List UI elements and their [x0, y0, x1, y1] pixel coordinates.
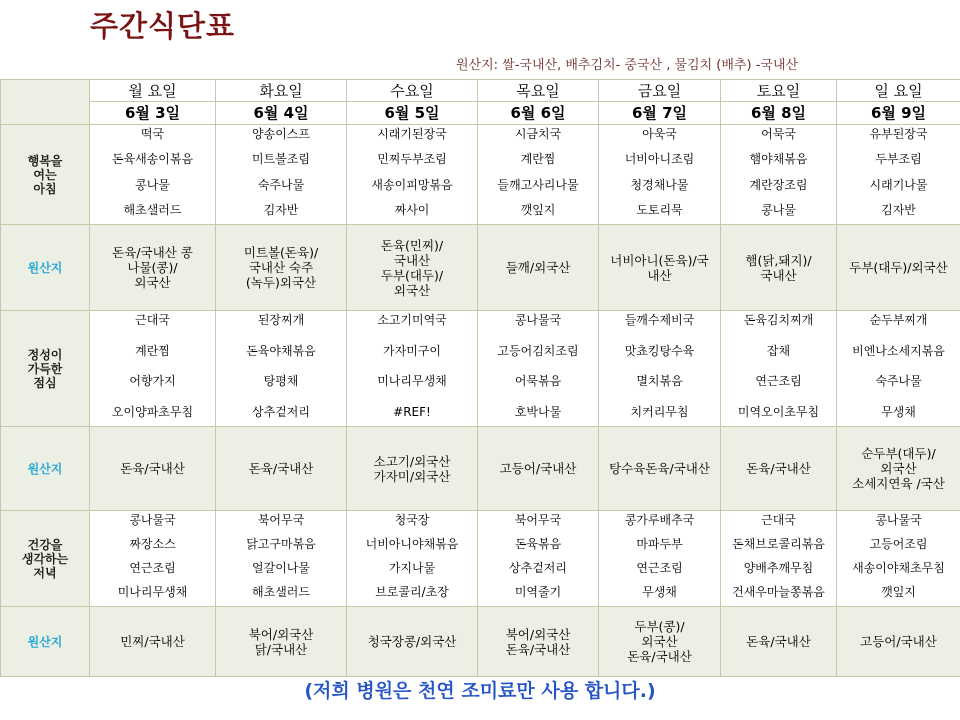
menu-item: 상추겉저리 — [252, 404, 310, 419]
dinner-origin-cell — [837, 607, 960, 677]
date-header: 6월 8일 — [721, 102, 837, 125]
menu-item: 소고기미역국 — [377, 313, 447, 327]
date-header-row — [1, 102, 960, 125]
lunch-origin-row — [1, 427, 960, 511]
menu-item: 얼갈이나물 — [252, 561, 310, 575]
origin-text: 돈육/국내산 콩 나물(콩)/ 외국산 — [112, 245, 193, 290]
menu-item: #REF! — [393, 404, 431, 419]
menu-item: 들깨고사리나물 — [497, 177, 579, 192]
lunch-origin-cell — [347, 427, 478, 511]
breakfast-origin-cell — [216, 225, 347, 311]
lunch-menu-cell — [216, 311, 347, 427]
breakfast-origin-cell — [837, 225, 960, 311]
day-header: 화요일 — [216, 80, 347, 102]
lunch-menu-cell — [721, 311, 837, 427]
menu-item: 치커리무침 — [630, 404, 689, 419]
dinner-label: 건강을 생각하는 저녁 — [1, 511, 90, 607]
date-header: 6월 4일 — [216, 102, 347, 125]
menu-item: 너비아니야채볶음 — [365, 537, 459, 551]
menu-item: 연근조림 — [636, 561, 683, 575]
menu-item: 떡국 — [140, 127, 165, 141]
lunch-menu-cell — [90, 311, 216, 427]
menu-item: 탕평채 — [263, 374, 299, 389]
breakfast-row — [1, 125, 960, 225]
dinner-menu-cell — [216, 511, 347, 607]
menu-item: 계란찜 — [135, 343, 170, 358]
menu-item: 아욱국 — [642, 127, 677, 141]
menu-item: 해초샐러드 — [123, 202, 182, 217]
lunch-origin-cell — [599, 427, 721, 511]
origin-text: 고등어/국내산 — [499, 461, 577, 476]
lunch-origin-cell — [216, 427, 347, 511]
menu-item: 들깨수제비국 — [624, 313, 695, 327]
menu-item: 된장찌개 — [257, 313, 305, 327]
dinner-origin-cell — [347, 607, 478, 677]
origin-text: 돈육/국내산 — [120, 461, 185, 476]
breakfast-menu-cell — [721, 125, 837, 225]
day-header: 목요일 — [478, 80, 599, 102]
menu-item: 비엔나소세지볶음 — [852, 343, 945, 358]
menu-item: 멸치볶음 — [636, 374, 683, 389]
menu-item: 새송이피망볶음 — [371, 177, 453, 192]
menu-item: 너비아니조림 — [624, 152, 695, 167]
breakfast-menu-cell — [837, 125, 960, 225]
menu-item: 콩나물 — [761, 202, 796, 217]
day-header: 일 요일 — [837, 80, 960, 102]
lunch-origin-label: 원산지 — [1, 427, 90, 511]
menu-item: 고등어김치조림 — [497, 343, 579, 358]
origin-text: 두부(콩)/ 외국산 돈육/국내산 — [627, 619, 692, 664]
origin-text: 탕수육돈육/국내산 — [609, 461, 710, 476]
breakfast-menu-cell — [478, 125, 599, 225]
menu-item: 콩나물국 — [514, 313, 562, 327]
menu-item: 콩가루배추국 — [624, 513, 695, 527]
menu-item: 숙주나물 — [257, 177, 305, 192]
menu-item: 새송이야채초무침 — [852, 561, 945, 575]
menu-item: 시금치국 — [514, 127, 562, 141]
breakfast-label: 행복을 여는 아침 — [1, 125, 90, 225]
lunch-origin-cell — [90, 427, 216, 511]
day-header: 월 요일 — [90, 80, 216, 102]
breakfast-menu-cell — [599, 125, 721, 225]
origin-text: 너비아니(돈육)/국 내산 — [610, 252, 709, 283]
menu-item: 돈육새송이볶음 — [111, 152, 194, 167]
menu-item: 마파두부 — [636, 537, 683, 551]
menu-item: 무생채 — [881, 404, 916, 419]
origin-text: 미트볼(돈육)/ 국내산 숙주 (녹두)외국산 — [243, 245, 319, 290]
menu-item: 돈육김치찌개 — [743, 313, 814, 327]
menu-item: 북어무국 — [514, 513, 562, 527]
breakfast-origin-cell — [347, 225, 478, 311]
corner-cell — [1, 80, 90, 125]
menu-item: 어묵볶음 — [514, 374, 562, 389]
origin-text: 청국장콩/외국산 — [367, 634, 457, 649]
menu-item: 해초샐러드 — [252, 585, 310, 599]
menu-item: 연근조림 — [129, 561, 176, 575]
origin-text: 돈육/국내산 — [248, 461, 314, 476]
dinner-menu-cell — [837, 511, 960, 607]
origin-text: 돈육(민찌)/ 국내산 두부(대두)/ 외국산 — [380, 237, 444, 298]
date-header: 6월 5일 — [347, 102, 478, 125]
menu-item: 북어무국 — [257, 513, 305, 527]
dinner-origin-row — [1, 607, 960, 677]
dinner-menu-cell — [90, 511, 216, 607]
lunch-row — [1, 311, 960, 427]
menu-item: 햄야채볶음 — [749, 152, 808, 167]
menu-item: 건새우마늘쫑볶음 — [732, 585, 825, 599]
menu-item: 김자반 — [263, 202, 299, 217]
menu-item: 김자반 — [881, 202, 916, 217]
lunch-menu-cell — [837, 311, 960, 427]
menu-item: 호박나물 — [514, 404, 562, 419]
menu-item: 계란찜 — [520, 152, 556, 167]
menu-item: 깻잎지 — [520, 202, 556, 217]
origin-text: 순두부(대두)/ 외국산 소세지연육 /국산 — [852, 446, 945, 491]
origin-text: 돈육/국내산 — [746, 634, 811, 649]
origin-text: 소고기/외국산 가자미/외국산 — [373, 453, 451, 484]
menu-item: 계란장조림 — [749, 177, 808, 192]
dinner-origin-label: 원산지 — [1, 607, 90, 677]
lunch-origin-cell — [837, 427, 960, 511]
lunch-menu-cell — [599, 311, 721, 427]
menu-item: 도토리묵 — [636, 202, 683, 217]
breakfast-origin-cell — [599, 225, 721, 311]
menu-item: 잡채 — [766, 343, 791, 358]
origin-note: 원산지: 쌀-국내산, 배추김치- 중국산 , 물김치 (배추) -국내산 — [456, 58, 799, 73]
menu-item: 콩나물국 — [129, 513, 176, 527]
menu-item: 돈육볶음 — [514, 537, 562, 551]
breakfast-origin-cell — [721, 225, 837, 311]
lunch-label: 정성이 가득한 점심 — [1, 311, 90, 427]
menu-item: 깻잎지 — [881, 585, 916, 599]
menu-item: 유부된장국 — [869, 127, 928, 141]
menu-item: 미트볼조림 — [252, 152, 310, 167]
origin-text: 들깨/외국산 — [505, 260, 571, 275]
footer-note: (저희 병원은 천연 조미료만 사용 합니다.) — [304, 680, 656, 702]
dinner-origin-cell — [90, 607, 216, 677]
page-title: 주간식단표 — [90, 9, 236, 43]
origin-text: 고등어/국내산 — [860, 634, 937, 649]
menu-item: 콩나물국 — [875, 513, 922, 527]
lunch-origin-cell — [721, 427, 837, 511]
breakfast-menu-cell — [90, 125, 216, 225]
origin-text: 돈육/국내산 — [746, 461, 811, 476]
dinner-menu-cell — [347, 511, 478, 607]
breakfast-origin-row — [1, 225, 960, 311]
dinner-origin-cell — [599, 607, 721, 677]
dinner-menu-cell — [599, 511, 721, 607]
menu-item: 미역오이초무침 — [737, 404, 820, 419]
menu-item: 미나리무생채 — [377, 374, 447, 389]
dinner-row — [1, 511, 960, 607]
menu-item: 어묵국 — [761, 127, 796, 141]
menu-item: 숙주나물 — [875, 374, 922, 389]
lunch-origin-cell — [478, 427, 599, 511]
day-header-row — [1, 80, 960, 102]
menu-item: 가지나물 — [388, 561, 436, 575]
lunch-menu-cell — [347, 311, 478, 427]
menu-item: 청국장 — [394, 513, 430, 527]
dinner-menu-cell — [721, 511, 837, 607]
origin-text: 민찌/국내산 — [120, 634, 185, 649]
breakfast-menu-cell — [216, 125, 347, 225]
origin-text: 북어/외국산 닭/국내산 — [248, 626, 314, 657]
origin-text: 두부(대두)/외국산 — [849, 260, 948, 275]
breakfast-menu-cell — [347, 125, 478, 225]
menu-item: 순두부찌개 — [869, 313, 928, 327]
lunch-menu-cell — [478, 311, 599, 427]
menu-item: 짜장소스 — [129, 537, 176, 551]
menu-item: 미역줄기 — [514, 585, 562, 599]
day-header: 토요일 — [721, 80, 837, 102]
day-header: 금요일 — [599, 80, 721, 102]
menu-item: 콩나물 — [135, 177, 170, 192]
breakfast-origin-label: 원산지 — [1, 225, 90, 311]
date-header: 6월 7일 — [599, 102, 721, 125]
origin-text: 북어/외국산 돈육/국내산 — [505, 626, 571, 657]
weekly-menu-table — [0, 79, 960, 677]
menu-item: 브로콜리/초장 — [375, 585, 449, 599]
menu-item: 무생채 — [642, 585, 677, 599]
origin-text: 햄(닭,돼지)/ 국내산 — [745, 252, 812, 283]
date-header: 6월 6일 — [478, 102, 599, 125]
dinner-origin-cell — [216, 607, 347, 677]
breakfast-origin-cell — [90, 225, 216, 311]
menu-item: 고등어조림 — [869, 537, 928, 551]
breakfast-origin-cell — [478, 225, 599, 311]
menu-item: 돈채브로콜리볶음 — [732, 537, 825, 551]
menu-item: 청경채나물 — [630, 177, 689, 192]
dinner-origin-cell — [721, 607, 837, 677]
menu-item: 민찌두부조림 — [377, 152, 447, 167]
menu-item: 근대국 — [135, 313, 170, 327]
menu-item: 가자미구이 — [383, 343, 441, 358]
menu-item: 어향가지 — [129, 374, 176, 389]
date-header: 6월 3일 — [90, 102, 216, 125]
menu-item: 짜사이 — [394, 202, 430, 217]
menu-item: 돈육야채볶음 — [246, 343, 316, 358]
menu-item: 시래기된장국 — [377, 127, 447, 141]
menu-item: 상추겉저리 — [509, 561, 567, 575]
menu-item: 두부조림 — [875, 152, 922, 167]
menu-item: 양송이스프 — [252, 127, 310, 141]
dinner-menu-cell — [478, 511, 599, 607]
menu-item: 양배추깨무침 — [743, 561, 814, 575]
menu-item: 미나리무생채 — [117, 585, 188, 599]
menu-item: 오이양파초무침 — [111, 404, 194, 419]
day-header: 수요일 — [347, 80, 478, 102]
menu-item: 시래기나물 — [869, 177, 928, 192]
dinner-origin-cell — [478, 607, 599, 677]
menu-item: 닭고구마볶음 — [246, 537, 316, 551]
menu-item: 연근조림 — [755, 374, 802, 389]
date-header: 6월 9일 — [837, 102, 960, 125]
menu-item: 근대국 — [761, 513, 796, 527]
menu-item: 맛쵸킹탕수육 — [624, 343, 695, 358]
